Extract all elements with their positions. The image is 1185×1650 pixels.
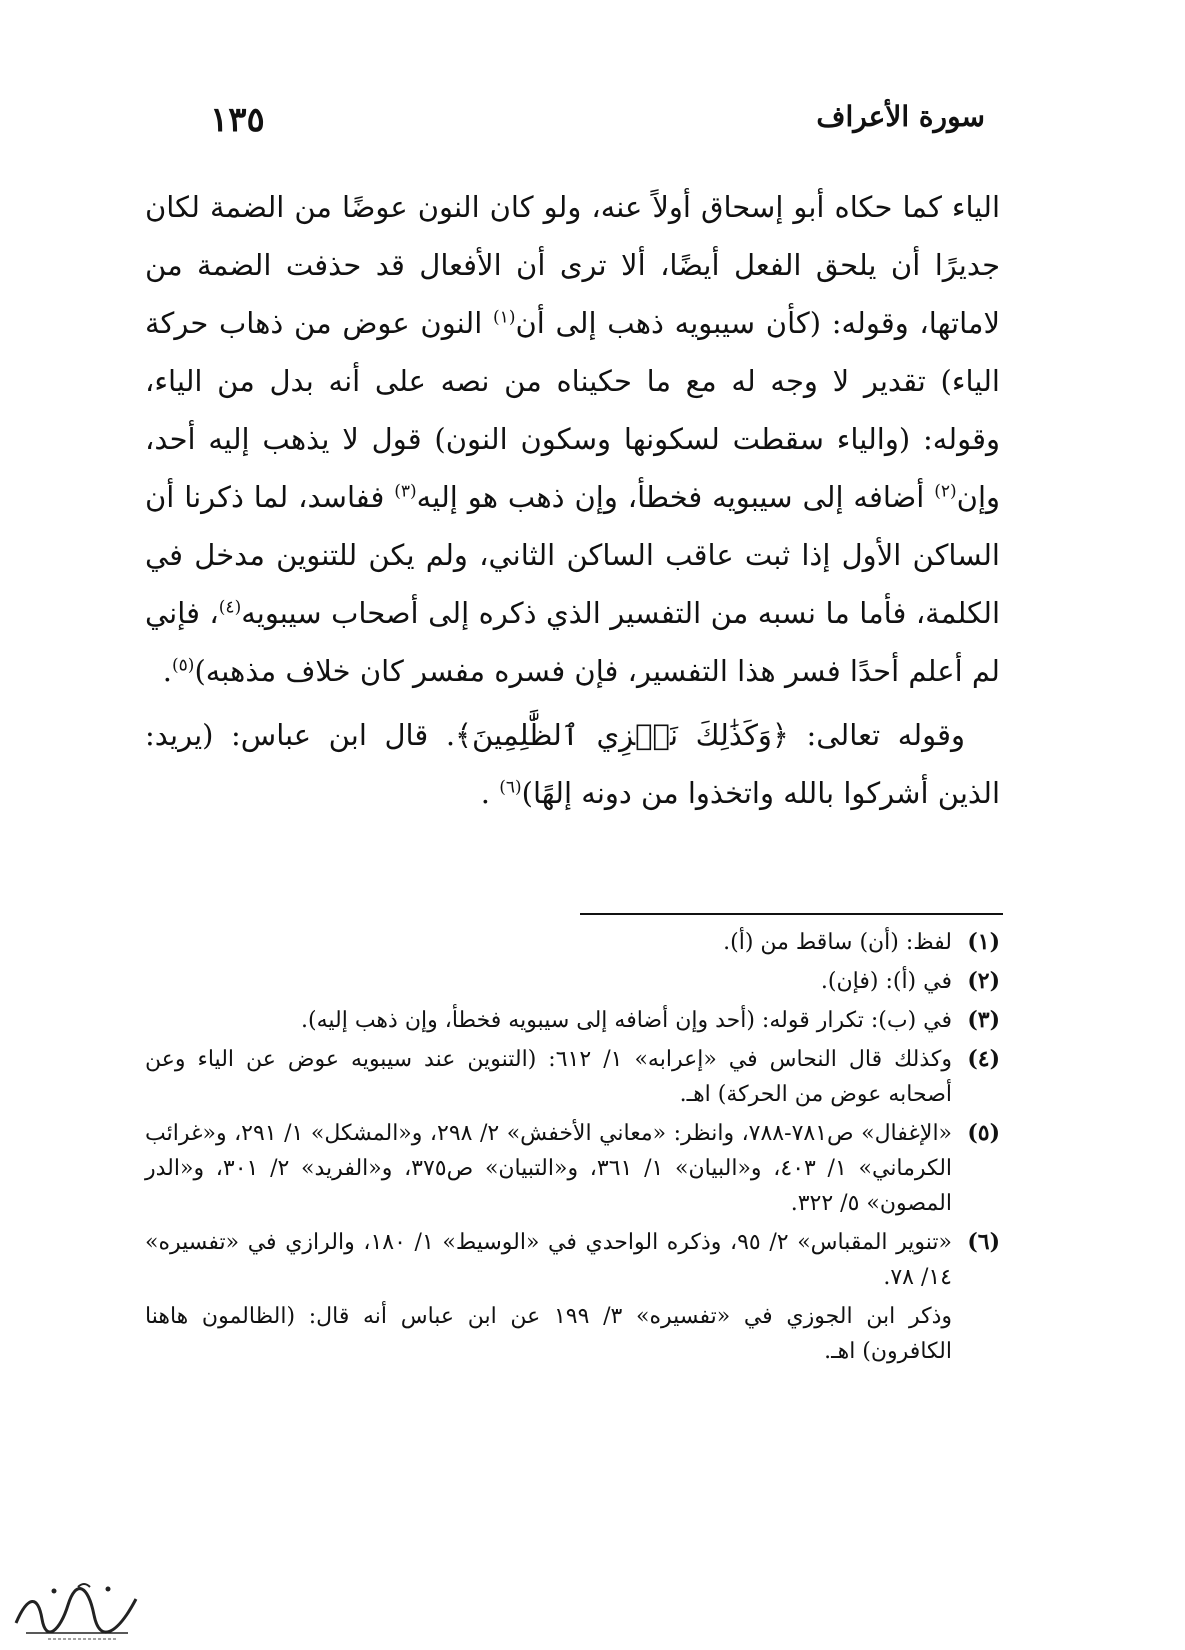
footnote-3 (145, 1003, 1000, 1038)
footnote-4 (145, 1042, 1000, 1112)
footnote-6 (145, 1225, 1000, 1295)
footnote-1 (145, 925, 1000, 960)
page-header (210, 100, 985, 150)
footnote-marker-3: (٣) (394, 481, 417, 502)
footnote-text: في (ب): تكرار قوله: (أحد وإن أضافه إلى سيبويه فخطأ، وإن ذهب إليه). (301, 1008, 952, 1033)
paragraph-2 (145, 706, 1000, 822)
footnote-continuation: وذكر ابن الجوزي في «تفسيره» ٣/ ١٩٩ عن ابن عباس أنه قال: (الظالمون هاهنا الكافرون) اهـ. (145, 1304, 953, 1364)
text-segment: النون عوض من ذهاب حركة الياء) تقدير لا وجه له مع ما حكيناه من نصه على أنه بدل من الياء، وقوله: (والياء سقطت لسكونها وسكون النون) قول لا يذهب إليه أحد، وإن (145, 306, 1001, 514)
footnote-text: «تنوير المقباس» ٢/ ٩٥، وذكره الواحدي في «الوسيط» ١/ ١٨٠، والرازي في «تفسيره» ١٤/ ٧٨. (145, 1230, 952, 1290)
footnote-marker-5: (٥) (172, 655, 195, 676)
footnote-number: (٣) (967, 1007, 1000, 1033)
text-segment: أضافه إلى سيبويه فخطأ، وإن ذهب هو إليه (416, 480, 935, 514)
footnote-marker-2: (٢) (934, 481, 957, 502)
text-segment: وقوله تعالى: ﴿وَكَذَٰلِكَ نَجۡزِي ٱلظَّٰلِمِينَ﴾. قال ابن عباس: (يريد: الذين أشركوا بالله واتخذوا من دونه إلهًا) (145, 718, 1000, 810)
footnotes (145, 925, 1000, 1369)
footnote-5 (145, 1116, 1000, 1221)
text-segment: . (480, 776, 500, 810)
sura-title: سورة الأعراف (816, 100, 985, 133)
footnote-text: في (أ): (فإن). (820, 969, 952, 994)
main-text (145, 178, 1000, 822)
footnote-marker-6: (٦) (499, 777, 522, 798)
text-segment: ، فإني لم أعلم أحدًا فسر هذا التفسير، فإن فسره مفسر كان خلاف مذهبه) (145, 596, 1000, 688)
footnote-number: (٤) (967, 1046, 1000, 1072)
footnote-text: وكذلك قال النحاس في «إعرابه» ١/ ٦١٢: (التنوين عند سيبويه عوض عن الياء وعن أصحابه عوض من الحركة) اهـ. (145, 1047, 953, 1107)
footnote-number: (٦) (967, 1229, 1000, 1255)
footnote-marker-4: (٤) (218, 597, 242, 618)
footnote-marker-1: (١) (493, 307, 516, 328)
footnote-2 (145, 964, 1000, 999)
footnote-number: (٥) (967, 1120, 1000, 1146)
text-segment: ففاسد، لما ذكرنا أن الساكن الأول إذا ثبت عاقب الساكن الثاني، ولم يكن للتنوين مدخل في الكلمة، فأما ما نسبه من التفسير الذي ذكره إلى أصحاب سيبويه (145, 480, 1000, 630)
footnote-text: «الإغفال» ص٧٨١-٧٨٨، وانظر: «معاني الأخفش» ٢/ ٢٩٨، و«المشكل» ١/ ٢٩١، و«غرائب الكرماني» ١/ ٤٠٣، و«البيان» ١/ ٣٦١، و«التبيان» ص٣٧٥، و«الفريد» ٢/ ٣٠١، و«الدر المصون» ٥/ ٣٢٢. (145, 1121, 953, 1216)
paragraph-1 (145, 178, 1000, 700)
footnote-number: (٢) (967, 968, 1000, 994)
footnote-number: (١) (967, 929, 1000, 955)
footnote-divider (580, 913, 1003, 915)
text-segment: . (162, 654, 173, 688)
footnote-text: لفظ: (أن) ساقط من (أ). (723, 930, 952, 955)
watermark-logo (8, 1575, 148, 1645)
page-number: ١٣٥ (210, 100, 265, 140)
text-segment: الياء كما حكاه أبو إسحاق أولاً عنه، ولو كان النون عوضًا من الضمة لكان جديرًا أن يلحق الفعل أيضًا، ألا ترى أن الأفعال قد حذفت الضمة من لاماتها، وقوله: (كأن سيبويه ذهب إلى أن (145, 190, 1000, 340)
